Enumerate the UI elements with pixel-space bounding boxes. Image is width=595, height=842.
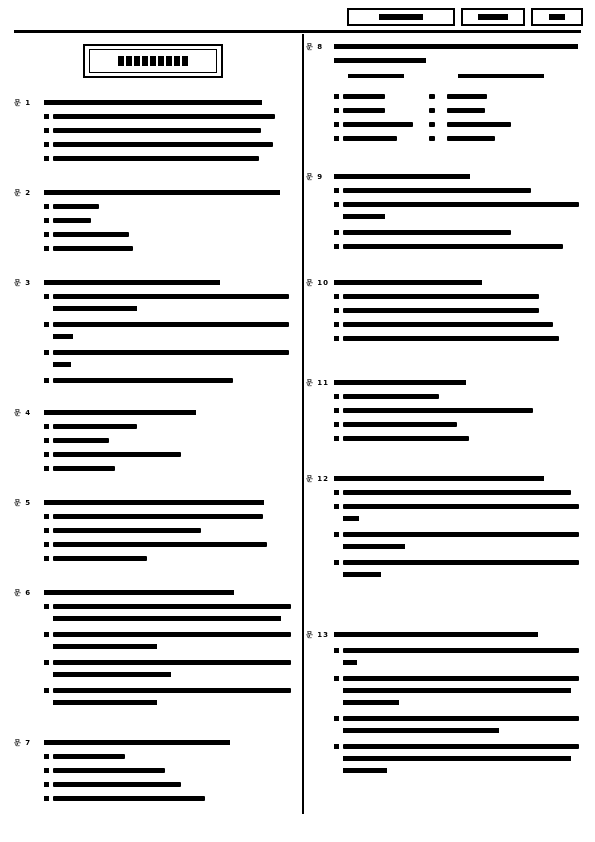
question-4-number: 문 4 bbox=[14, 409, 32, 417]
q13-option-4-cont2 bbox=[343, 768, 387, 773]
question-9-stem bbox=[334, 174, 470, 179]
question-8-number: 문 8 bbox=[306, 43, 324, 51]
q10-option-2 bbox=[334, 308, 539, 313]
q13-option-2-cont2 bbox=[343, 700, 399, 705]
q9-option-4 bbox=[334, 244, 563, 249]
question-2-number: 문 2 bbox=[14, 189, 32, 197]
question-13-stem bbox=[334, 632, 538, 637]
q2-option-2 bbox=[44, 218, 91, 223]
q3-option-2-cont bbox=[53, 334, 73, 339]
q6-option-1-cont bbox=[53, 616, 281, 621]
q9-option-2 bbox=[334, 202, 579, 207]
question-3-stem bbox=[44, 280, 220, 285]
header-tab-2 bbox=[461, 8, 525, 26]
question-1-stem bbox=[44, 100, 262, 105]
q3-option-1 bbox=[44, 294, 289, 299]
question-5-number: 문 5 bbox=[14, 499, 32, 507]
q6-option-4-cont bbox=[53, 700, 157, 705]
q10-option-4 bbox=[334, 336, 559, 341]
q3-option-3-cont bbox=[53, 362, 71, 367]
q12-option-1 bbox=[334, 490, 571, 495]
q8-option-3 bbox=[334, 122, 511, 127]
q3-option-2 bbox=[44, 322, 289, 327]
q1-option-1 bbox=[44, 114, 275, 119]
q13-option-1 bbox=[334, 648, 579, 653]
q13-option-3-cont bbox=[343, 728, 499, 733]
question-8-stem-cont bbox=[334, 58, 426, 63]
question-7-stem bbox=[44, 740, 230, 745]
q5-option-3 bbox=[44, 542, 267, 547]
q12-option-4-cont bbox=[343, 572, 381, 577]
question-6-stem bbox=[44, 590, 234, 595]
q2-option-4 bbox=[44, 246, 133, 251]
q4-option-4 bbox=[44, 466, 115, 471]
q10-option-3 bbox=[334, 322, 553, 327]
question-10-number: 문 10 bbox=[306, 279, 329, 287]
header-tabs bbox=[347, 8, 583, 26]
question-2-stem bbox=[44, 190, 280, 195]
q9-option-1 bbox=[334, 188, 531, 193]
q11-option-2 bbox=[334, 408, 533, 413]
question-10-stem bbox=[334, 280, 482, 285]
question-3-number: 문 3 bbox=[14, 279, 32, 287]
question-4-stem bbox=[44, 410, 196, 415]
section-title-text bbox=[118, 56, 188, 66]
q8-option-4 bbox=[334, 136, 495, 141]
q3-option-4 bbox=[44, 378, 233, 383]
q11-option-3 bbox=[334, 422, 457, 427]
q13-option-3 bbox=[334, 716, 579, 721]
question-9-number: 문 9 bbox=[306, 173, 324, 181]
q6-option-3-cont bbox=[53, 672, 171, 677]
q6-option-2-cont bbox=[53, 644, 157, 649]
q2-option-3 bbox=[44, 232, 129, 237]
q5-option-2 bbox=[44, 528, 201, 533]
q6-option-2 bbox=[44, 632, 291, 637]
q6-option-3 bbox=[44, 660, 291, 665]
q4-option-3 bbox=[44, 452, 181, 457]
question-5-stem bbox=[44, 500, 264, 505]
question-6-number: 문 6 bbox=[14, 589, 32, 597]
q8-table-header-right bbox=[458, 74, 544, 78]
q4-option-1 bbox=[44, 424, 137, 429]
q6-option-4 bbox=[44, 688, 291, 693]
q3-option-1-cont bbox=[53, 306, 137, 311]
q1-option-4 bbox=[44, 156, 259, 161]
q4-option-2 bbox=[44, 438, 109, 443]
q13-option-4 bbox=[334, 744, 579, 749]
question-12-number: 문 12 bbox=[306, 475, 329, 483]
q12-option-2-cont bbox=[343, 516, 359, 521]
section-title bbox=[89, 49, 217, 73]
q8-option-1 bbox=[334, 94, 487, 99]
column-divider bbox=[302, 34, 304, 814]
q11-option-4 bbox=[334, 436, 469, 441]
q8-option-2 bbox=[334, 108, 485, 113]
question-8-stem bbox=[334, 44, 578, 49]
q7-option-3 bbox=[44, 782, 181, 787]
question-12-stem bbox=[334, 476, 544, 481]
q7-option-1 bbox=[44, 754, 125, 759]
q3-option-3 bbox=[44, 350, 289, 355]
question-7-number: 문 7 bbox=[14, 739, 32, 747]
q13-option-1-cont bbox=[343, 660, 357, 665]
q7-option-4 bbox=[44, 796, 205, 801]
q5-option-1 bbox=[44, 514, 263, 519]
q12-option-2 bbox=[334, 504, 579, 509]
q1-option-2 bbox=[44, 128, 261, 133]
q9-option-2-cont bbox=[343, 214, 385, 219]
section-title-box bbox=[83, 44, 223, 78]
question-11-stem bbox=[334, 380, 466, 385]
q7-option-2 bbox=[44, 768, 165, 773]
header-tab-1 bbox=[347, 8, 455, 26]
q2-option-1 bbox=[44, 204, 99, 209]
q12-option-4 bbox=[334, 560, 579, 565]
q13-option-4-cont bbox=[343, 756, 571, 761]
q9-option-3 bbox=[334, 230, 511, 235]
q1-option-3 bbox=[44, 142, 273, 147]
q13-option-2 bbox=[334, 676, 579, 681]
q10-option-1 bbox=[334, 294, 539, 299]
q8-table-header-left bbox=[348, 74, 404, 78]
question-1-number: 문 1 bbox=[14, 99, 32, 107]
q11-option-1 bbox=[334, 394, 439, 399]
q6-option-1 bbox=[44, 604, 291, 609]
q12-option-3-cont bbox=[343, 544, 405, 549]
q12-option-3 bbox=[334, 532, 579, 537]
q13-option-2-cont bbox=[343, 688, 571, 693]
header-rule bbox=[14, 30, 581, 33]
question-13-number: 문 13 bbox=[306, 631, 329, 639]
q5-option-4 bbox=[44, 556, 147, 561]
question-11-number: 문 11 bbox=[306, 379, 329, 387]
header-tab-3 bbox=[531, 8, 583, 26]
